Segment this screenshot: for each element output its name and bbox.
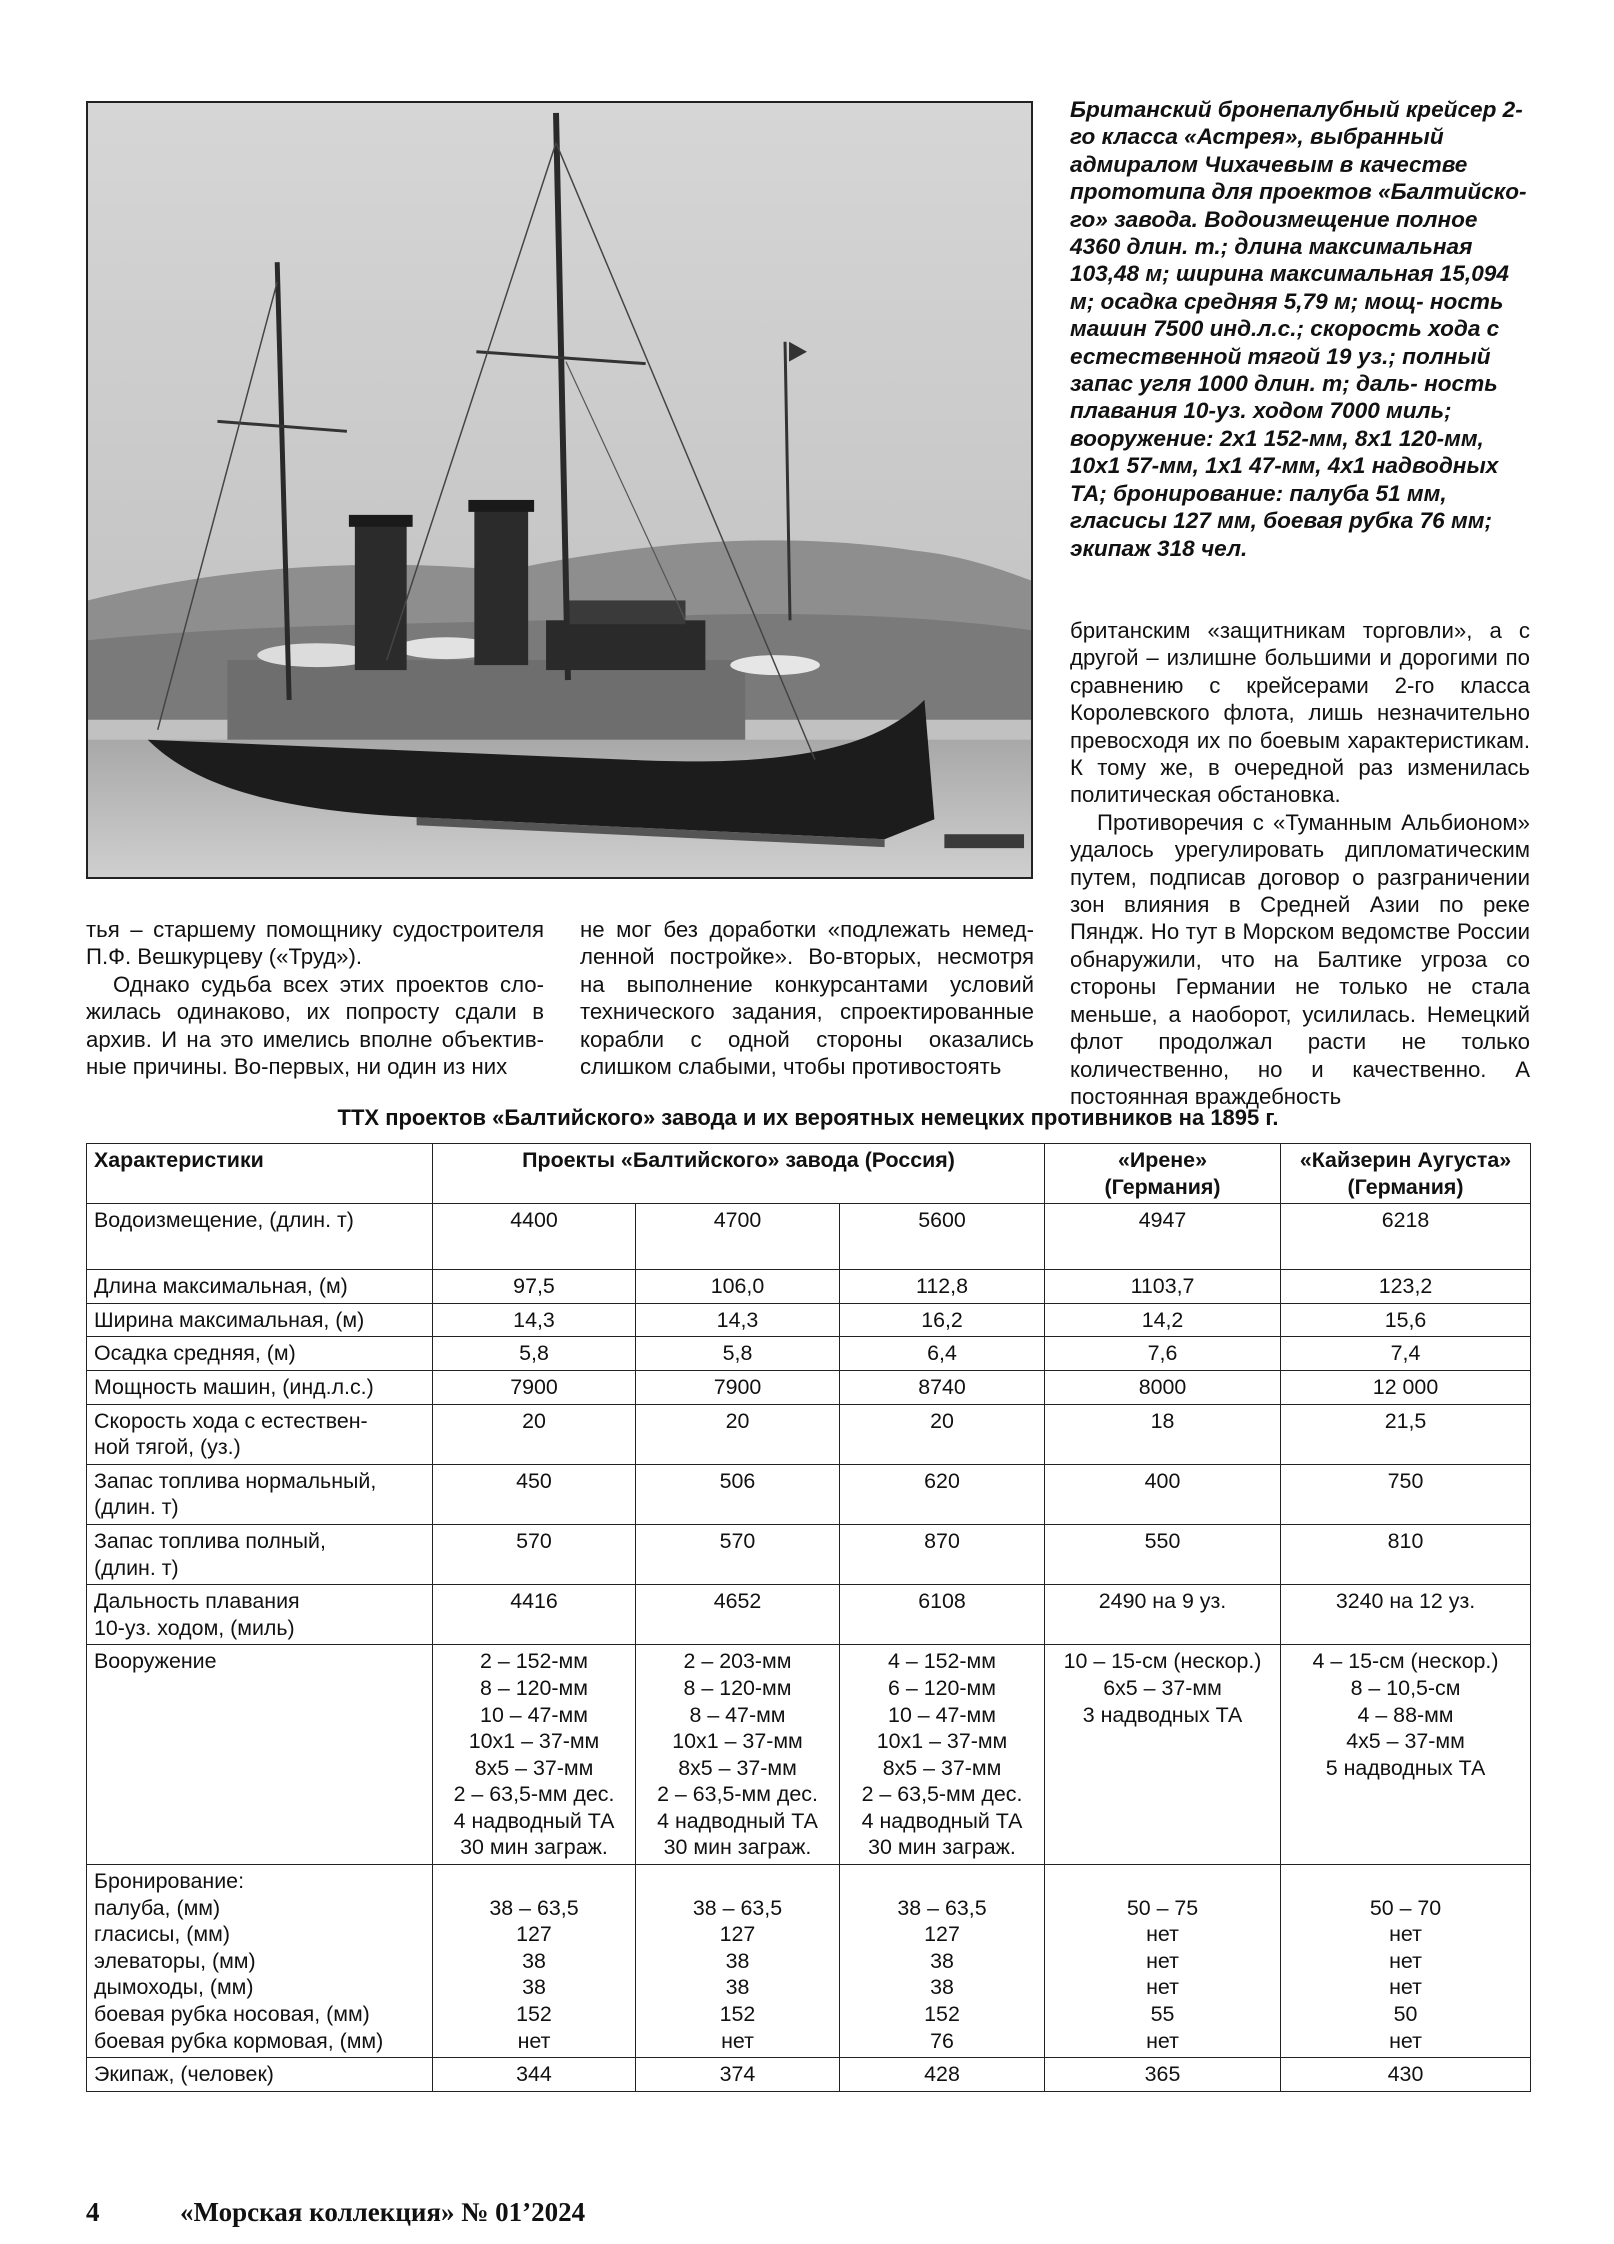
table-cell: 5600: [840, 1204, 1045, 1270]
table-cell: 106,0: [636, 1270, 840, 1304]
paragraph: не мог без доработки «подлежать немедленной постройке». Во-вторых, несмотря на выполнение конкурсантами условий технического задания, спроектированные корабли с одной стороны оказались слишком слабыми, чтобы противостоять: [580, 917, 1034, 1080]
paragraph: британским «защитникам торговли», а с другой – излишне большими и дорогими по сравнению с крейсерами 2-го класса Королевского флота, лишь незначительно превосходя их по боевым характеристикам. К тому же, в очередной раз изменилась политическая обстановка.: [1070, 618, 1530, 808]
table-cell: 4 – 152-мм 6 – 120-мм 10 – 47-мм 10х1 – 37-мм 8х5 – 37-мм 2 – 63,5-мм дес. 4 надводный ТА 30 мин заграж.: [840, 1645, 1045, 1865]
photo-caption: [1070, 96, 1530, 562]
table-cell: 870: [840, 1524, 1045, 1584]
row-label: Водоизмещение, (длин. т): [87, 1204, 433, 1270]
row-label: Запас топлива нормальный, (длин. т): [87, 1464, 433, 1524]
table-cell: 50 – 70 нет нет нет 50 нет: [1281, 1865, 1531, 2058]
table-cell: 2 – 152-мм 8 – 120-мм 10 – 47-мм 10х1 – 37-мм 8х5 – 37-мм 2 – 63,5-мм дес. 4 надводный ТА 30 мин заграж.: [433, 1645, 636, 1865]
table-cell: 5,8: [636, 1337, 840, 1371]
table-cell: 6218: [1281, 1204, 1531, 1270]
table-cell: 6,4: [840, 1337, 1045, 1371]
table-row: [87, 1524, 1531, 1584]
table-cell: 4700: [636, 1204, 840, 1270]
table-cell: 4400: [433, 1204, 636, 1270]
specs-table: [86, 1143, 1531, 2092]
table-cell: 50 – 75 нет нет нет 55 нет: [1045, 1865, 1281, 2058]
article-column-middle: [580, 916, 1034, 1080]
table-cell: 810: [1281, 1524, 1531, 1584]
caption-text: Британский бронепалубный крейсер 2-го класса «Астрея», выбранный адмиралом Чихачевым в качестве прототипа для проектов «Балтийско- го» завода. Водоизмещение полное 4360 длин. т.; длина максимальная 103,48 м; ширина максимальная 15,094 м; осадка средняя 5,79 м; мощ- ность машин 7500 инд.л.с.; скорость хода с естественной тягой 19 уз.; полный запас угля 1000 длин. т; даль- ность плавания 10-уз. ходом 7000 миль; вооружение: 2х1 152-мм, 8х1 120-мм, 10х1 57-мм, 1х1 47-мм, 4х1 надводных ТА; бронирование: палуба 51 мм, гласисы 127 мм, боевая рубка 76 мм; экипаж 318 чел.: [1070, 97, 1527, 561]
table-cell: 7,4: [1281, 1337, 1531, 1371]
table-cell: 20: [840, 1404, 1045, 1464]
table-cell: 1103,7: [1045, 1270, 1281, 1304]
ship-photo: [86, 101, 1033, 879]
table-cell: 570: [636, 1524, 840, 1584]
table-row: [87, 1464, 1531, 1524]
row-label: Бронирование: палуба, (мм) гласисы, (мм) элеваторы, (мм) дымоходы, (мм) боевая рубка носовая, (мм) боевая рубка кормовая, (мм): [87, 1865, 433, 2058]
table-cell: 38 – 63,5 127 38 38 152 нет: [433, 1865, 636, 2058]
table-row: [87, 1645, 1531, 1865]
table-cell: 4947: [1045, 1204, 1281, 1270]
row-label: Мощность машин, (инд.л.с.): [87, 1370, 433, 1404]
table-cell: 38 – 63,5 127 38 38 152 нет: [636, 1865, 840, 2058]
row-label: Длина максимальная, (м): [87, 1270, 433, 1304]
table-row: [87, 1270, 1531, 1304]
header-kaiserin-augusta: «Кайзерин Аугуста» (Германия): [1281, 1144, 1531, 1204]
table-cell: 450: [433, 1464, 636, 1524]
table-row: [87, 2058, 1531, 2092]
table-cell: 620: [840, 1464, 1045, 1524]
row-label: Ширина максимальная, (м): [87, 1303, 433, 1337]
paragraph: Однако судьба всех этих проектов сложилась одинаково, их попросту сдали в архив. И на это имелись вполне объективные причины. Во-первых, ни один из них: [86, 971, 544, 1080]
table-cell: 506: [636, 1464, 840, 1524]
table-cell: 344: [433, 2058, 636, 2092]
table-cell: 15,6: [1281, 1303, 1531, 1337]
table-cell: 4416: [433, 1585, 636, 1645]
page-number: 4: [86, 2197, 100, 2227]
table-cell: 97,5: [433, 1270, 636, 1304]
cruiser-photo-illustration: [88, 103, 1031, 877]
table-cell: 10 – 15-см (нескор.) 6х5 – 37-мм 3 надводных ТА: [1045, 1645, 1281, 1865]
article-column-right: [1070, 617, 1530, 1110]
row-label: Дальность плавания 10-уз. ходом, (миль): [87, 1585, 433, 1645]
table-cell: 3240 на 12 уз.: [1281, 1585, 1531, 1645]
table-cell: 18: [1045, 1404, 1281, 1464]
table-cell: 12 000: [1281, 1370, 1531, 1404]
table-cell: 14,3: [433, 1303, 636, 1337]
table-row: [87, 1370, 1531, 1404]
table-row: [87, 1337, 1531, 1371]
row-label: Экипаж, (человек): [87, 2058, 433, 2092]
table-cell: 8740: [840, 1370, 1045, 1404]
table-cell: 5,8: [433, 1337, 636, 1371]
table-cell: 750: [1281, 1464, 1531, 1524]
paragraph: тья – старшему помощнику судостроителя П.Ф. Вешкурцеву («Труд»).: [86, 917, 544, 970]
table-cell: 20: [433, 1404, 636, 1464]
row-label: Запас топлива полный, (длин. т): [87, 1524, 433, 1584]
table-cell: 428: [840, 2058, 1045, 2092]
magazine-title: «Морская коллекция» № 01’2024: [180, 2197, 586, 2227]
table-row: [87, 1204, 1531, 1270]
table-title: ТТХ проектов «Балтийского» завода и их вероятных немецких противников на 1895 г.: [337, 1105, 1279, 1130]
header-irene: «Ирене» (Германия): [1045, 1144, 1281, 1204]
table-cell: 14,2: [1045, 1303, 1281, 1337]
table-row: [87, 1865, 1531, 2058]
table-header-row: [87, 1144, 1531, 1204]
table-cell: 7900: [433, 1370, 636, 1404]
row-label: Осадка средняя, (м): [87, 1337, 433, 1371]
table-cell: 38 – 63,5 127 38 38 152 76: [840, 1865, 1045, 2058]
header-characteristics: Характеристики: [87, 1144, 433, 1204]
page-footer: [86, 2196, 585, 2228]
table-row: [87, 1303, 1531, 1337]
table-body: [87, 1204, 1531, 2092]
table-cell: 123,2: [1281, 1270, 1531, 1304]
table-cell: 2 – 203-мм 8 – 120-мм 8 – 47-мм 10х1 – 37-мм 8х5 – 37-мм 2 – 63,5-мм дес. 4 надводный ТА 30 мин заграж.: [636, 1645, 840, 1865]
table-cell: 20: [636, 1404, 840, 1464]
table-cell: 4652: [636, 1585, 840, 1645]
header-baltic-projects: Проекты «Балтийского» завода (Россия): [433, 1144, 1045, 1204]
table-cell: 2490 на 9 уз.: [1045, 1585, 1281, 1645]
table-cell: 21,5: [1281, 1404, 1531, 1464]
table-cell: 8000: [1045, 1370, 1281, 1404]
table-cell: 7900: [636, 1370, 840, 1404]
table-cell: 430: [1281, 2058, 1531, 2092]
table-cell: 570: [433, 1524, 636, 1584]
row-label: Скорость хода с естествен- ной тягой, (уз.): [87, 1404, 433, 1464]
table-cell: 6108: [840, 1585, 1045, 1645]
row-label: Вооружение: [87, 1645, 433, 1865]
table-cell: 7,6: [1045, 1337, 1281, 1371]
article-column-left: [86, 916, 544, 1080]
table-row: [87, 1585, 1531, 1645]
table-cell: 14,3: [636, 1303, 840, 1337]
table-cell: 16,2: [840, 1303, 1045, 1337]
paragraph: Противоречия с «Туманным Альбионом» удалось урегулировать дипломатическим путем, подписав договор о разграничении зон влияния в Средней Азии по реке Пяндж. Но тут в Морском ведомстве России обнаружили, что на Балтике угроза со стороны Германии не только не стала меньше, а наоборот, усилилась. Немецкий флот продолжал расти не только количественно, но и качественно. А постоянная враждебность: [1070, 809, 1530, 1109]
table-cell: 112,8: [840, 1270, 1045, 1304]
table-cell: 550: [1045, 1524, 1281, 1584]
table-cell: 4 – 15-см (нескор.) 8 – 10,5-см 4 – 88-мм 4х5 – 37-мм 5 надводных ТА: [1281, 1645, 1531, 1865]
table-cell: 374: [636, 2058, 840, 2092]
table-row: [87, 1404, 1531, 1464]
table-cell: 365: [1045, 2058, 1281, 2092]
table-cell: 400: [1045, 1464, 1281, 1524]
